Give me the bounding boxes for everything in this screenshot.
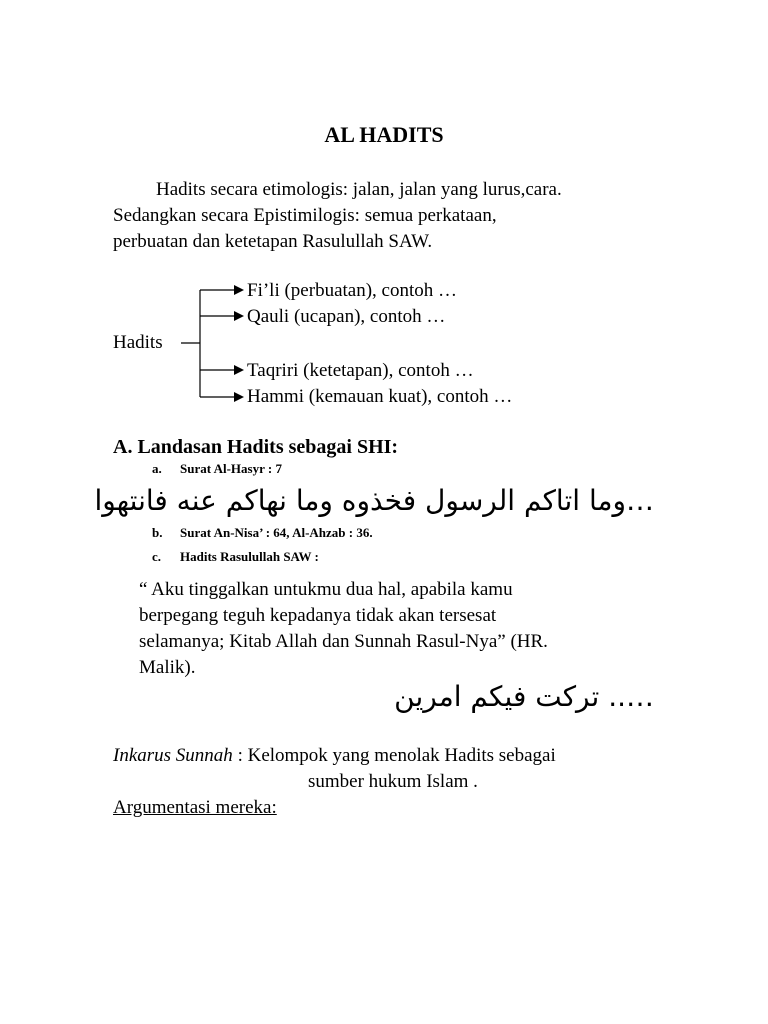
inkarus-line-1 xyxy=(113,743,556,769)
item-a-marker: a. xyxy=(152,461,162,476)
arrow-icon xyxy=(234,392,244,402)
arrow-icon xyxy=(234,285,244,295)
branch-qauli: Qauli (ucapan), contoh … xyxy=(247,306,446,327)
hadith-quote-line-3: selamanya; Kitab Allah dan Sunnah Rasul-Nya” (HR. xyxy=(139,631,548,652)
argumentasi-heading: Argumentasi mereka: xyxy=(113,797,277,818)
item-b-marker: b. xyxy=(152,525,163,540)
item-a-text: Surat Al-Hasyr : 7 xyxy=(180,461,282,476)
inkarus-definition: : Kelompok yang menolak Hadits sebagai xyxy=(232,745,556,766)
branch-taqriri: Taqriri (ketetapan), contoh … xyxy=(247,360,474,381)
item-c-text: Hadits Rasulullah SAW : xyxy=(180,549,319,564)
arabic-verse-1: …وما اتاكم الرسول فخذوه وما نهاكم عنه فانتهوا xyxy=(94,484,654,517)
item-c-marker: c. xyxy=(152,549,162,564)
hadith-quote-line-1: “ Aku tinggalkan untukmu dua hal, apabila kamu xyxy=(139,579,513,600)
arabic-verse-2: ….. تركت فيكم امرين xyxy=(394,680,654,713)
page-title: AL HADITS xyxy=(324,122,444,147)
section-a-heading: A. Landasan Hadits sebagai SHI: xyxy=(113,436,399,458)
intro-line-2: Sedangkan secara Epistimilogis: semua perkataan, xyxy=(113,205,497,226)
hadith-quote-line-4: Malik). xyxy=(139,657,196,678)
intro-line-3: perbuatan dan ketetapan Rasulullah SAW. xyxy=(113,231,433,252)
branch-fili: Fi’li (perbuatan), contoh … xyxy=(247,280,458,301)
hadith-quote-line-2: berpegang teguh kepadanya tidak akan tersesat xyxy=(139,605,497,626)
arrow-icon xyxy=(234,365,244,375)
branch-hammi: Hammi (kemauan kuat), contoh … xyxy=(247,386,513,407)
diagram-root-label: Hadits xyxy=(113,332,163,353)
inkarus-term: Inkarus Sunnah xyxy=(113,745,233,766)
inkarus-line-2: sumber hukum Islam . xyxy=(308,771,478,792)
arrow-icon xyxy=(234,311,244,321)
item-b-text: Surat An-Nisa’ : 64, Al-Ahzab : 36. xyxy=(180,525,373,540)
intro-line-1: Hadits secara etimologis: jalan, jalan yang lurus,cara. xyxy=(156,179,562,200)
